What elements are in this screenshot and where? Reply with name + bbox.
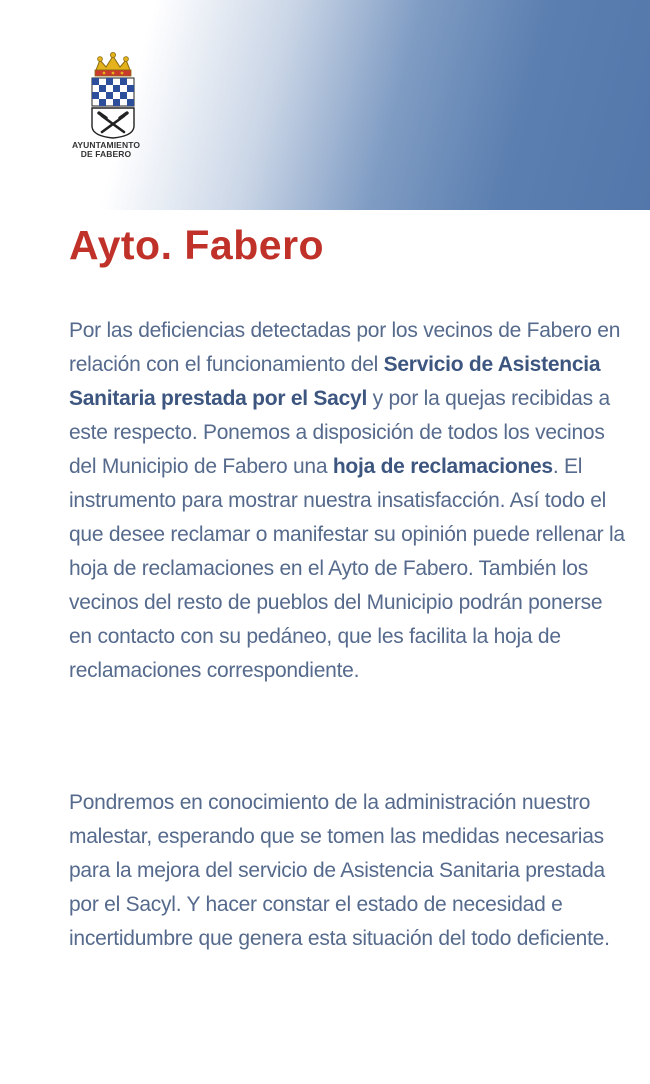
logo-caption-line1: AYUNTAMIENTO [71, 140, 141, 150]
crown-icon [95, 52, 131, 76]
logo-caption-line2: DE FABERO [80, 149, 132, 159]
body-paragraph-2: Pondremos en conocimiento de la administración nuestro malestar, esperando que se tomen las medidas necesarias para la mejora del servicio de Asistencia Sanitaria prestada por el Sacyl. Y hacer constar el estado de necesidad e incertidumbre que genera esta situación del todo deficiente. [69, 791, 610, 950]
paragraph-1-text-2: y por la quejas recibidas a este respecto. Ponemos a disposición de todos los vecinos del Municipio de Fabero una [69, 387, 610, 478]
paragraph-1-bold-complaints: hoja de reclamaciones [332, 455, 553, 478]
checkered-shield-icon [92, 78, 134, 138]
paragraph-1-text-1: Por las deficiencias detectadas por los vecinos de Fabero en relación con el funcionamiento del [69, 319, 621, 376]
logo-caption [58, 141, 154, 159]
paragraph-1-bold-service: Servicio de Asistencia Sanitaria prestada por el Sacyl [69, 353, 601, 410]
body-paragraph-1 [69, 314, 629, 688]
page-title: Ayto. Fabero [69, 222, 325, 268]
paragraph-1-text-3: . El instrumento para mostrar nuestra insatisfacción. Así todo el que desee reclamar o manifestar su opinión puede rellenar la hoja de reclamaciones en el Ayto de Fabero. También los vecinos del resto de pueblos del Municipio podrán ponerse en contacto con su pedáneo, que les facilita la hoja de reclamaciones correspondiente. [69, 455, 625, 682]
